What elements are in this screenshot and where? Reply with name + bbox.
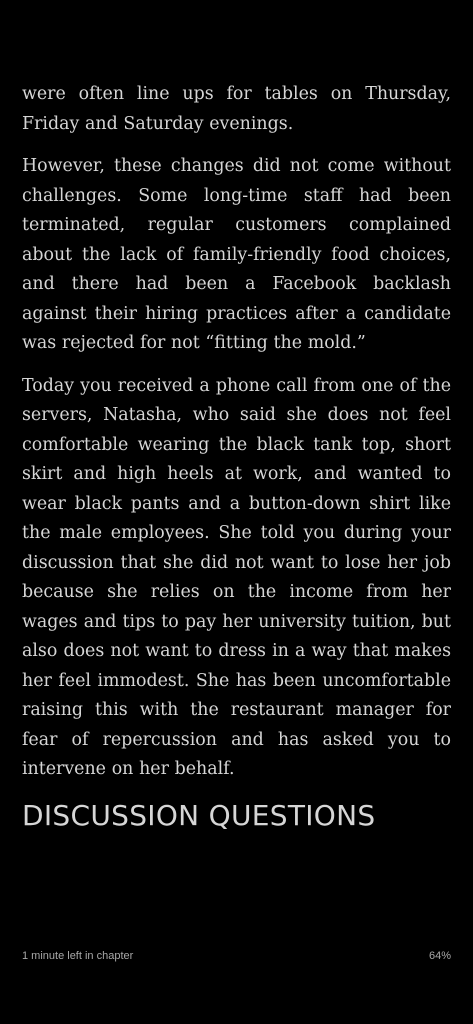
reading-pane[interactable] <box>22 80 451 834</box>
section-heading: DISCUSSION QUESTIONS <box>22 798 376 832</box>
reading-footer <box>22 950 451 962</box>
time-left-label: 1 minute left in chapter <box>22 950 134 962</box>
paragraph-challenges: However, these changes did not come without challenges. Some long-time staff had been terminated, regular customers complained about the lack of family-friendly food choices, and there had been a Facebook backlash against their hiring practices after a candidate was rejected for not “fitting the mold.” <box>22 156 451 353</box>
progress-percent: 64% <box>428 950 451 962</box>
paragraph-phone-call: Today you received a phone call from one of the servers, Natasha, who said she does not feel comfortable wearing the black tank top, short skirt and high heels at work, and wanted to wear black pants and a button-down shirt like the male employees. She told you during your discussion that she did not want to lose her job because she relies on the income from her wages and tips to pay her university tuition, but also does not want to dress in a way that makes her feel immodest. She has been uncomfortable raising this with the restaurant manager for fear of repercussion and has asked you to intervene on her behalf. <box>22 375 451 779</box>
paragraph-continued: were often line ups for tables on Thursday, Friday and Saturday evenings. <box>22 84 451 134</box>
